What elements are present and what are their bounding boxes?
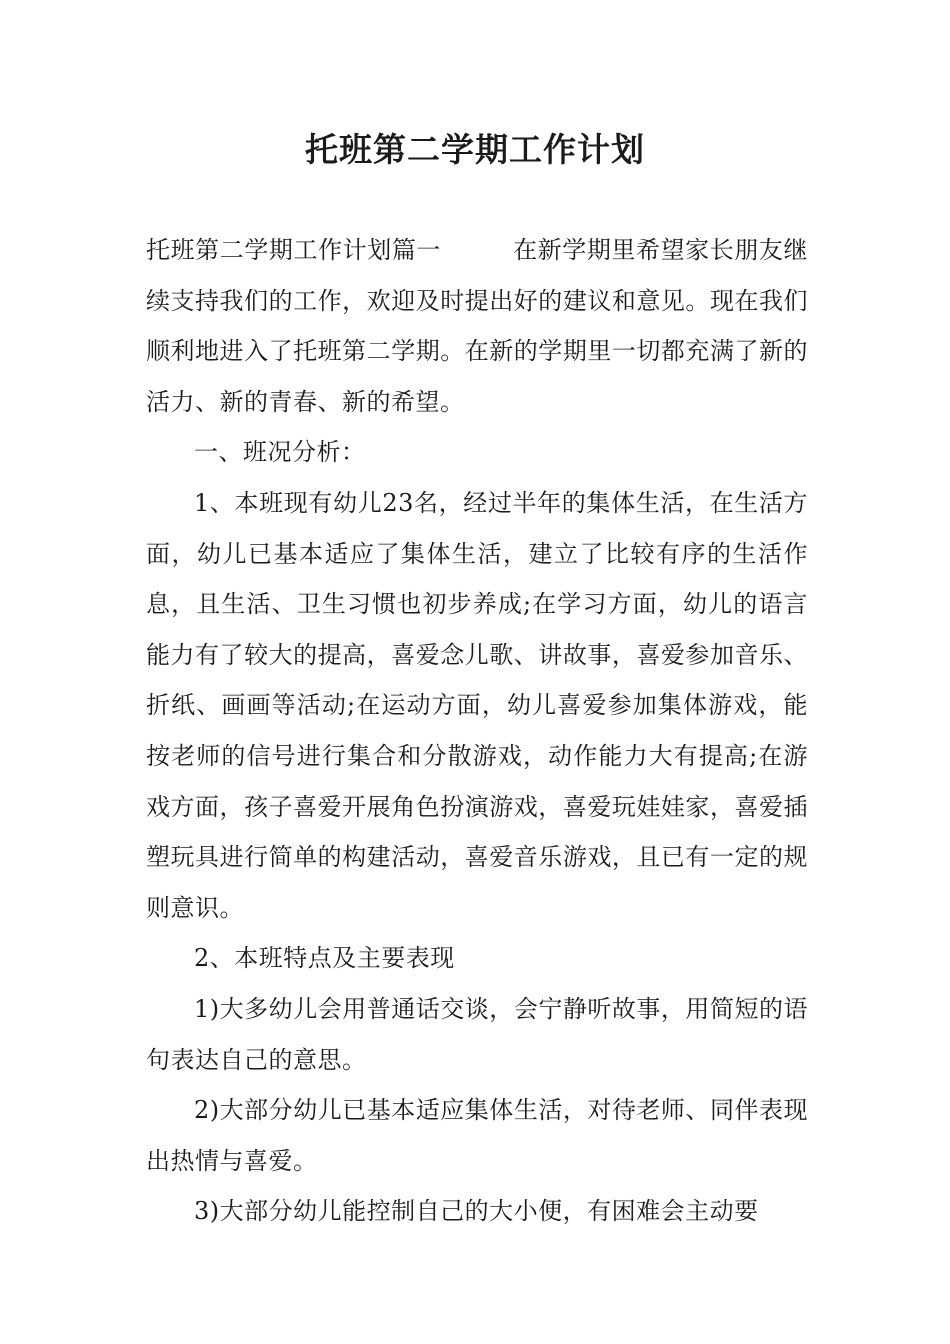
section-heading-class-features: 2、本班特点及主要表现 (194, 944, 455, 973)
list-item-3: 3)大部分幼儿能控制自己的大小便，有困难会主动要 (194, 1197, 759, 1226)
document-title: 托班第二学期工作计划 (305, 130, 645, 169)
intro-heading: 托班第二学期工作计划篇一 (146, 236, 441, 264)
list-item-2: 2)大部分幼儿已基本适应集体生活，对待老师、同伴表现出热情与喜爱。 (146, 1096, 808, 1175)
section-heading-class-analysis: 一、班况分析： (194, 438, 366, 467)
list-item-1: 1)大多幼儿会用普通话交谈，会宁静听故事，用简短的语句表达自己的意思。 (146, 994, 808, 1074)
document-body (146, 225, 808, 1237)
intro-paragraph (146, 225, 808, 427)
intro-text: 在新学期里希望家长朋友继续支持我们的工作，欢迎及时提出好的建议和意见。现在我们顺利地进入了托班第二学期。在新的学期里一切都充满了新的活力、新的青春、新的希望。 (146, 236, 808, 416)
paragraph-class-overview: 1、本班现有幼儿23名，经过半年的集体生活，在生活方面，幼儿已基本适应了集体生活，建立了比较有序的生活作息，且生活、卫生习惯也初步养成;在学习方面，幼儿的语言能力有了较大的提高，喜爱念儿歌、讲故事，喜爱参加音乐、折纸、画画等活动;在运动方面，幼儿喜爱参加集体游戏，能按老师的信号进行集合和分散游戏，动作能力大有提高;在游戏方面，孩子喜爱开展角色扮演游戏，喜爱玩娃娃家，喜爱插塑玩具进行简单的构建活动，喜爱音乐游戏，且已有一定的规则意识。 (146, 488, 808, 922)
